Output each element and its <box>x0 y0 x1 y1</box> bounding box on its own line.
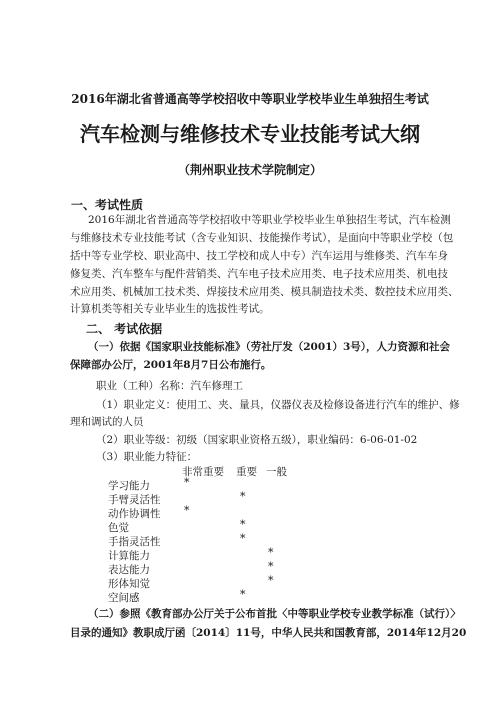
ability-star: * <box>268 546 274 559</box>
nature-line-4: 修复类、汽车整车与配件营销类、汽车电子技术应用类、电子技术应用类、机电技 <box>70 268 448 280</box>
nature-line-5: 术应用类、机械加工技术类、焊接技术应用类、模具制造技术类、数控技术应用类、 <box>70 286 459 298</box>
ability-name-learning: 学习能力 <box>108 480 150 492</box>
section-heading-basis: 二、 考试依据 <box>86 322 163 336</box>
basis2-line-1: （二）参照《教育部办公厅关于公布首批〈中等职业学校专业教学标准（试行）〉 <box>88 608 461 620</box>
basis1-line-1: （一）依据《国家职业技能标准》（劳社厅发（2001）3号），人力资源和社会 <box>88 341 451 353</box>
definition-line-1: （1）职业定义：使用工、夹、量具，仪器仪表及检修设备进行汽车的维护、修 <box>96 399 460 411</box>
occupation-grade: （2）职业等级：初级（国家职业资格五级），职业编码：6-06-01-02 <box>96 434 418 446</box>
ability-name-coordination: 动作协调性 <box>108 508 161 520</box>
ability-name-calculation: 计算能力 <box>108 550 150 562</box>
ability-header-normal: 一般 <box>266 466 287 478</box>
definition-line-2: 理和调试的人员 <box>70 416 144 428</box>
exam-supertitle: 2016年湖北省普通高等学校招收中等职业学校毕业生单独招生考试 <box>71 92 429 106</box>
ability-name-spatial-sense: 空间感 <box>108 592 140 604</box>
basis1-line-2: 保障部办公厅，2001年8月7日公布施行。 <box>70 359 272 371</box>
document-title: 汽车检测与维修技术专业技能考试大纲 <box>80 122 420 146</box>
ability-star: * <box>240 588 246 601</box>
ability-star: * <box>240 490 246 503</box>
ability-star: * <box>184 476 190 489</box>
document-subtitle: （荆州职业技术学院制定） <box>177 163 322 177</box>
ability-star: * <box>184 504 190 517</box>
ability-star: * <box>268 560 274 573</box>
ability-name-arm-dexterity: 手臂灵活性 <box>108 494 161 506</box>
ability-title: （3）职业能力特征： <box>96 451 198 463</box>
ability-name-color-vision: 色觉 <box>108 522 129 534</box>
nature-line-1: 2016年湖北省普通高等学校招收中等职业学校毕业生单独招生考试，汽车检测 <box>88 214 451 226</box>
basis2-line-2: 目录的通知》教职成厅函〔2014〕11号，中华人民共和国教育部，2014年12月20 <box>70 627 467 639</box>
ability-star: * <box>268 574 274 587</box>
ability-star: * <box>240 518 246 531</box>
nature-line-3: 括中等专业学校、职业高中、技工学校和成人中专）汽车运用与维修类、汽车车身 <box>70 250 448 262</box>
ability-name-expression: 表达能力 <box>108 564 150 576</box>
ability-header-very-important: 非常重要 <box>182 466 224 478</box>
ability-name-form-perception: 形体知觉 <box>108 578 150 590</box>
ability-header-important: 重要 <box>236 466 257 478</box>
nature-line-2: 与维修技术专业技能考试（含专业知识、技能操作考试），是面向中等职业学校（包 <box>70 232 454 244</box>
section-heading-nature: 一、考试性质 <box>71 198 144 212</box>
ability-name-finger-dexterity: 手指灵活性 <box>108 536 161 548</box>
nature-line-6: 计算机类等相关专业毕业生的选拔性考试。 <box>70 303 270 315</box>
occupation-name: 职业（工种）名称：汽车修理工 <box>96 380 243 392</box>
ability-star: * <box>240 532 246 545</box>
